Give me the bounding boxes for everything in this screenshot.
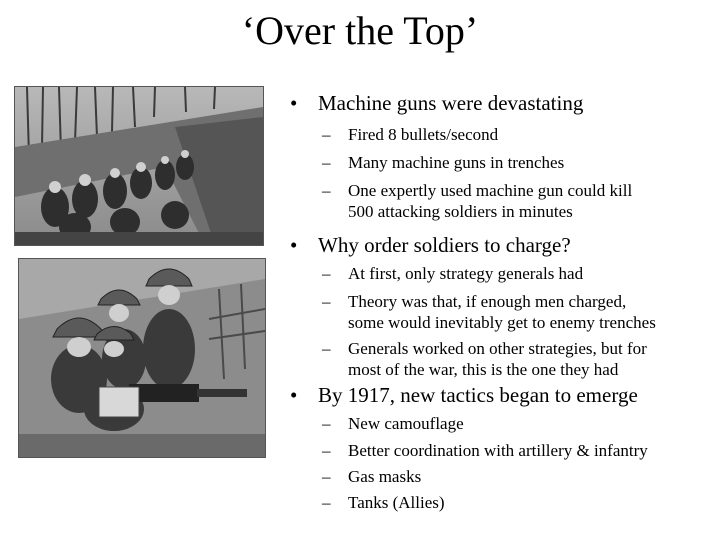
sub-bullet-line: Theory was that, if enough men charged, <box>348 292 627 311</box>
sub-bullet-line: New camouflage <box>348 414 464 433</box>
sub-bullet-text <box>348 291 656 333</box>
sub-bullet-line: At first, only strategy generals had <box>348 264 584 283</box>
sub-bullet-text <box>348 338 647 380</box>
dash-mark: – <box>322 493 331 512</box>
sub-bullet-line: most of the war, this is the one they had <box>348 360 619 379</box>
sub-bullet-text <box>348 180 632 222</box>
sub-bullet-line: Generals worked on other strategies, but for <box>348 339 647 358</box>
dash-mark: – <box>322 467 331 486</box>
dash-mark: – <box>322 153 331 172</box>
sub-bullet-text <box>348 152 564 173</box>
trench-soldiers-photo <box>14 86 264 246</box>
sub-bullet-text <box>348 466 421 487</box>
dash-mark: – <box>322 181 331 200</box>
bullet-mark: • <box>290 383 298 407</box>
sub-bullet-text <box>348 413 464 434</box>
dash-mark: – <box>322 125 331 144</box>
sub-bullet-line: Many machine guns in trenches <box>348 153 565 172</box>
sub-bullet-line: Fired 8 bullets/second <box>348 125 499 144</box>
sub-bullet-text <box>348 263 583 284</box>
sub-bullet-line: 500 attacking soldiers in minutes <box>348 202 573 221</box>
bullet-text: Why order soldiers to charge? <box>318 233 571 257</box>
bullet-text: By 1917, new tactics began to emerge <box>318 383 638 407</box>
dash-mark: – <box>322 441 331 460</box>
dash-mark: – <box>322 414 331 433</box>
bullet-mark: • <box>290 233 298 257</box>
sub-bullet-text <box>348 440 648 461</box>
sub-bullet-text <box>348 492 445 513</box>
sub-bullet-line: Tanks (Allies) <box>348 493 445 512</box>
dash-mark: – <box>322 292 331 311</box>
slide-title: ‘Over the Top’ <box>241 8 479 53</box>
sub-bullet-line: Better coordination with artillery & infantry <box>348 441 648 460</box>
dash-mark: – <box>322 264 331 283</box>
sub-bullet-text <box>348 124 498 145</box>
sub-bullet-line: Gas masks <box>348 467 422 486</box>
dash-mark: – <box>322 339 331 358</box>
sub-bullet-line: some would inevitably get to enemy trenches <box>348 313 656 332</box>
bullet-text: Machine guns were devastating <box>318 91 584 115</box>
machine-gun-crew-photo <box>18 258 266 458</box>
bullet-mark: • <box>290 91 298 115</box>
sub-bullet-line: One expertly used machine gun could kill <box>348 181 633 200</box>
